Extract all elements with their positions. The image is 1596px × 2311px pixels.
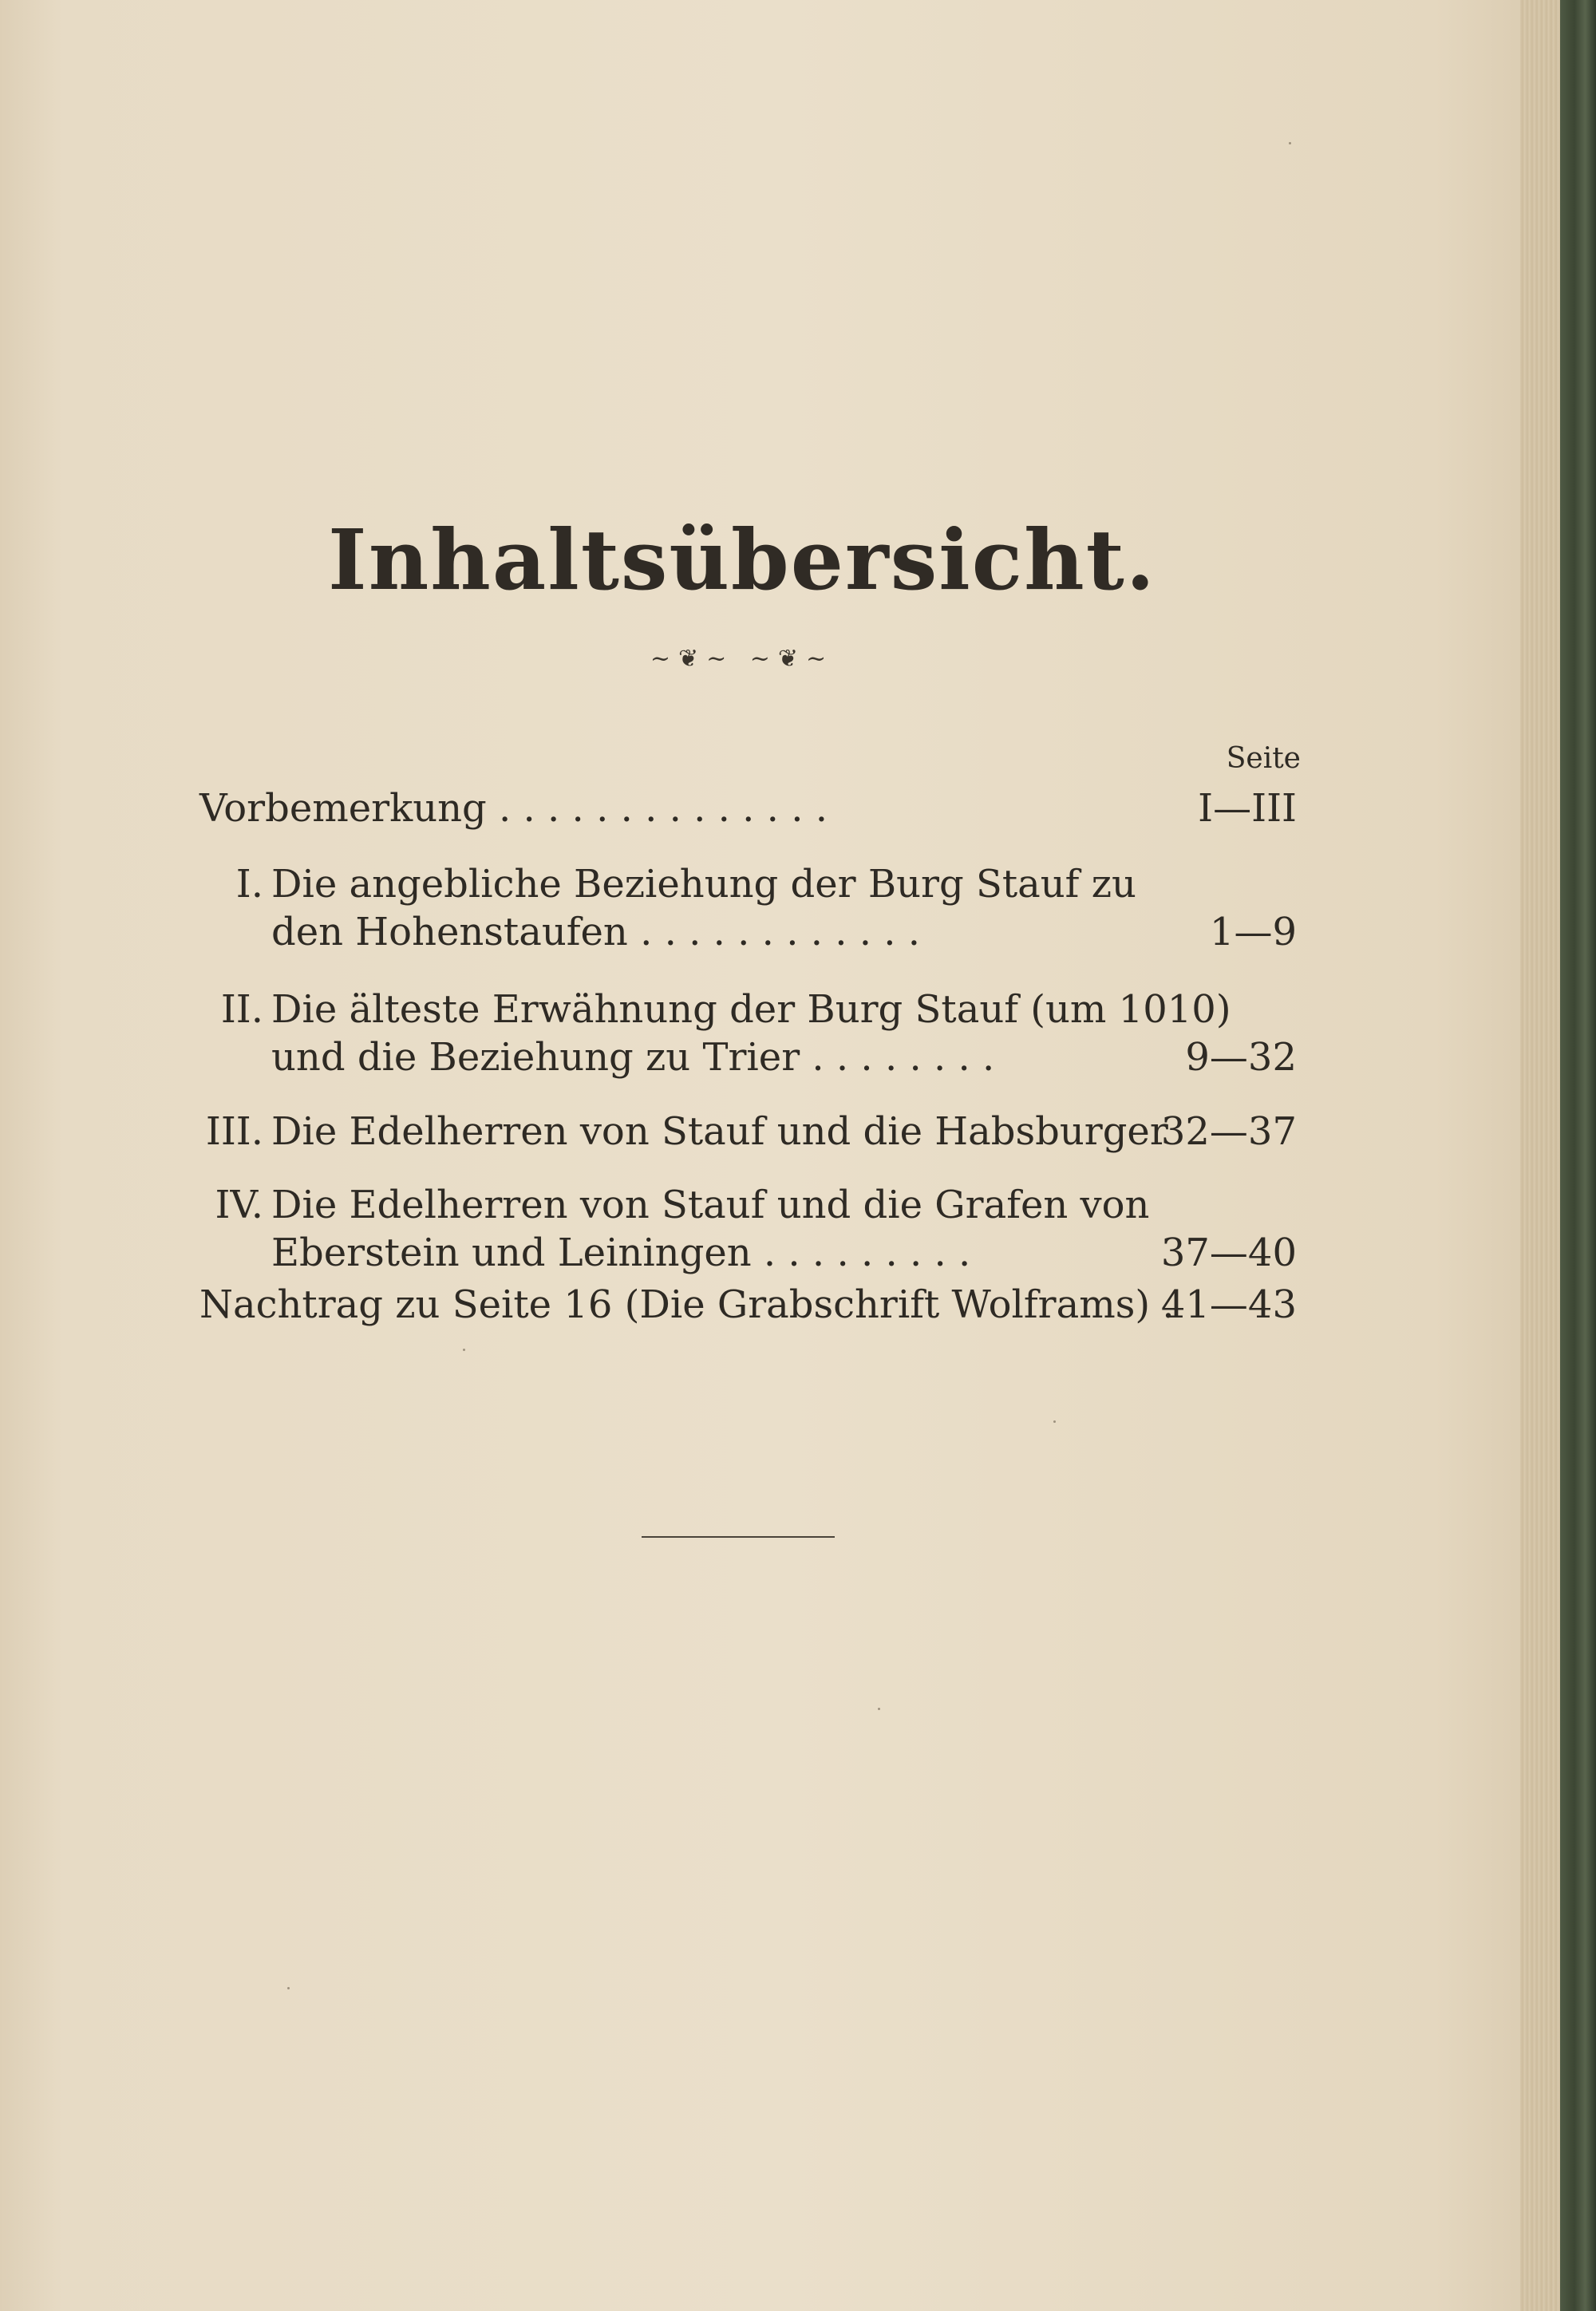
toc-entry-pages: 9—32 [1185,1035,1297,1080]
page-column-header: Seite [1226,742,1301,775]
paper-speck [1289,142,1291,144]
toc-entry-text-continued: den Hohenstaufen . . . . . . . . . . . . [271,910,921,954]
toc-entry-number: II. [220,987,263,1032]
title-ornament: ~❦~ ~❦~ [650,645,835,673]
toc-entry-pages: 32—37 [1160,1109,1297,1154]
toc-entry-text: Die Edelherren von Stauf und die Grafen von [271,1183,1150,1227]
toc-entry-text: Die Edelherren von Stauf und die Habsburger [271,1109,1168,1154]
paper-speck [463,1349,465,1351]
paper-speck [878,1708,880,1710]
toc-entry-text: Nachtrag zu Seite 16 (Die Grabschrift Wolframs) . [200,1282,1175,1327]
closing-rule [642,1536,835,1538]
toc-entry-number: III. [205,1109,263,1154]
toc-entry-pages: 1—9 [1209,910,1297,954]
toc-entry-pages: 37—40 [1160,1231,1297,1275]
toc-entry-text: Die älteste Erwähnung der Burg Stauf (um 1010) [271,987,1231,1032]
toc-entry-pages: 41—43 [1160,1282,1297,1327]
toc-entry-pages: I—III [1198,786,1297,831]
toc-entry-text-continued: und die Beziehung zu Trier . . . . . . . . [271,1035,995,1080]
toc-entry-text: Die angebliche Beziehung der Burg Stauf zu [271,862,1136,907]
toc-entry-number: I. [235,862,263,907]
paper-speck [1053,1420,1056,1423]
toc-entry-text: Vorbemerkung . . . . . . . . . . . . . . [200,786,828,831]
paper-speck [287,1987,290,1989]
page-title: Inhaltsübersicht. [328,511,1156,609]
toc-entry-text-continued: Eberstein und Leiningen . . . . . . . . . [271,1231,971,1275]
toc-entry-number: IV. [215,1183,263,1227]
page-edge [1520,0,1560,2311]
book-binding [1560,0,1596,2311]
